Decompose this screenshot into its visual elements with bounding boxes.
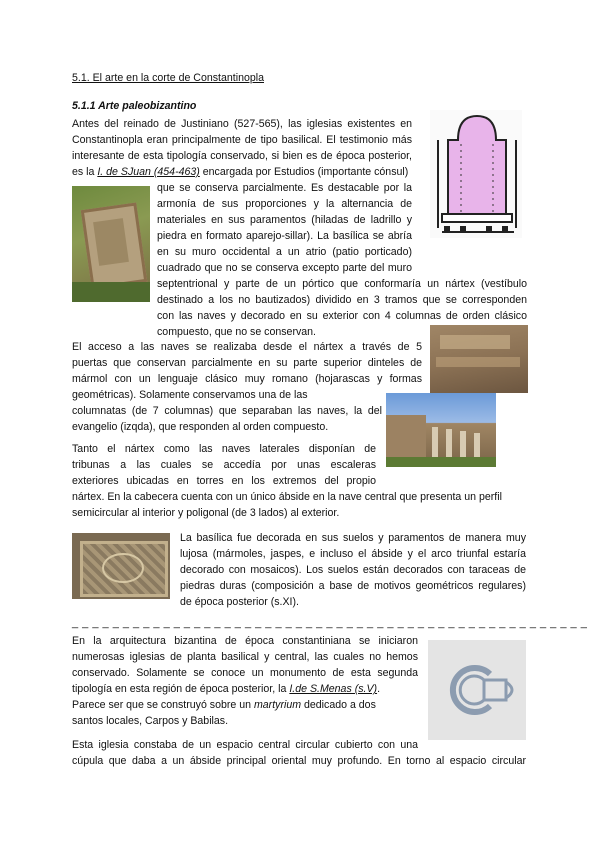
p1-text: encargada por Estudios (importante cónsul) — [199, 166, 409, 178]
p1-line — [72, 166, 408, 179]
p4-line: lujosa (mármoles, jaspes, e incluso el ábside y el arco triunfal estaría — [180, 548, 526, 560]
subsection-title: 5.1.1 Arte paleobizantino — [72, 100, 197, 112]
round-plan-image — [428, 640, 526, 740]
p1-line: septentrional y parte de un pórtico que conformaría un nártex (vestíbulo — [157, 278, 527, 290]
link-san-menas[interactable]: I.de S.Menas (s.V) — [289, 683, 378, 695]
p3-line: semicircular al interior y poligonal (de 3 lados) al exterior. — [72, 507, 340, 519]
p4-line: decorado con mosaicos). Los suelos están decorados con taraceas de — [180, 564, 526, 576]
p1-line: armonía de sus proporciones y la alternancia de — [157, 198, 412, 210]
p1-line: destinado a los no bautizados) dividido en 3 tramos que se corresponden — [157, 294, 527, 306]
p4-line: de época posterior (s.XI). — [180, 596, 299, 608]
p1-line: interesante de esta tipología conservado, si bien es de época posterior, — [72, 150, 412, 162]
p1-line: en su muro occidental a un atrio (patio porticado) — [157, 246, 412, 258]
p1-line: piedra en formato aparejo-sillar). La basílica se abría — [157, 230, 412, 242]
dashed-separator: _ _ _ _ _ _ _ _ _ _ _ _ _ _ _ _ _ _ _ _ _ _ _ _ _ _ _ _ _ _ _ _ _ _ _ _ _ _ _ _ _ _ _ _ _ _ _ _ _ _ _ — [72, 617, 588, 629]
mosaic-floor-photo — [72, 533, 170, 599]
p2-line: mármol con un lenguaje clásico muy romano (hojarascas y formas — [72, 373, 422, 385]
p2-line: puertas que conservan parcialmente en su parte superior dinteles de — [72, 357, 422, 369]
section-title: 5.1. El arte en la corte de Constantinopla — [72, 72, 264, 84]
p6-line: cúpula que daba a un ábside principal oriental muy profundo. En torno al espacio circular — [72, 755, 526, 767]
p3-line: tribunas a las cuales se accedía por unas escaleras — [72, 459, 376, 471]
p5-text: dedicado a dos — [301, 699, 376, 711]
p2-line: evangelio (izqda), que responden al orden compuesto. — [72, 421, 329, 433]
p1-line: con las naves y decorado en su exterior con 4 columnas de orden clásico — [157, 310, 527, 322]
p5-line: En la arquitectura bizantina de época constantiniana se iniciaron — [72, 635, 418, 647]
p5-line — [72, 683, 380, 696]
p5-line: conservado. Solamente se conoce un monumento de esta segunda — [72, 667, 418, 679]
p3-line: nártex. En la cabecera cuenta con un único ábside en la nave central que presenta un perfil — [72, 491, 502, 503]
lintel-photo — [430, 325, 528, 393]
p2-line: El acceso a las naves se realizaba desde el nártex a través de 5 — [72, 341, 422, 353]
floor-plan-image — [430, 110, 522, 238]
p5-text: . — [377, 683, 381, 695]
p4-line: La basílica fue decorada en sus suelos y paramentos de manera muy — [180, 532, 526, 544]
p3-line: exteriores ubicadas en torres en los extremos del propio — [72, 475, 376, 487]
p2-line: columnatas (de 7 columnas) que separaban las naves, la del — [72, 405, 382, 417]
p1-line: materiales en sus paramentos (hiladas de ladrillo y — [157, 214, 412, 226]
p5-line: santos locales, Carpos y Babilas. — [72, 715, 229, 727]
p6-line: Esta iglesia constaba de un espacio central circular cubierto con una — [72, 739, 418, 751]
colonnade-photo — [386, 393, 496, 467]
p2-line: geométricas). Solamente conservamos una de las — [72, 389, 308, 401]
link-san-juan[interactable]: I. de SJuan (454-463) — [97, 166, 200, 178]
aerial-photo — [72, 186, 150, 302]
p5-text: Parece ser que se construyó sobre un — [72, 699, 254, 711]
p1-line: que se conserva parcialmente. Es destacable por la — [157, 182, 412, 194]
p5-line: numerosas iglesias de planta basilical y central, las cuales no hemos — [72, 651, 418, 663]
p1-line: compuesto, que no se conservan. — [157, 326, 317, 338]
p3-line: Tanto el nártex como las naves laterales disponían de — [72, 443, 376, 455]
p5-text: tipología en esta región de época posterior, la — [72, 683, 290, 695]
p4-line: piedras duras (composición a base de motivos geométricos regulares) — [180, 580, 526, 592]
round-plan-drawing — [428, 640, 526, 740]
p1-line: Antes del reinado de Justiniano (527-565), las iglesias existentes en — [72, 118, 412, 130]
floor-plan-drawing — [430, 110, 522, 238]
p1-line: Constantinopla eran principalmente de tipo basilical. El testimonio más — [72, 134, 412, 146]
p5-line — [72, 699, 376, 712]
p1-text: es la — [72, 166, 98, 178]
p5-italic-term: martyrium — [253, 699, 302, 711]
p1-line: cuadrado que no se conserva excepto parte del muro — [157, 262, 412, 274]
